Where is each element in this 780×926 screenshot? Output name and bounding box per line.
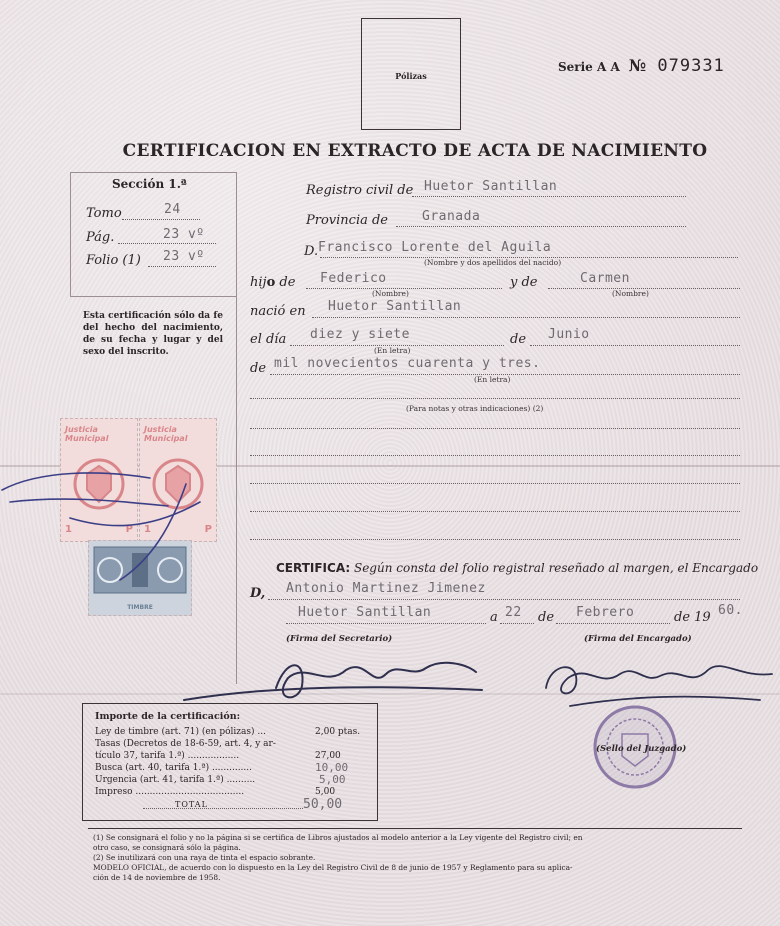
hijo-suffix: o bbox=[266, 275, 276, 290]
tomo-label: Tomo bbox=[86, 206, 122, 221]
sello-caption: (Sello del Juzgado) bbox=[596, 744, 687, 754]
fee-total-value: 50,00 bbox=[303, 797, 343, 812]
fee-row-2: tículo 37, tarifa 1.ª) .................. bbox=[95, 751, 240, 761]
tomo-line bbox=[122, 219, 200, 220]
fee-row-0: Ley de timbre (art. 71) (en pólizas) ... bbox=[95, 727, 266, 737]
serie-number-value: 079331 bbox=[657, 56, 725, 76]
fee-value-2: 27,00 bbox=[315, 751, 341, 761]
de-label: de bbox=[279, 275, 296, 290]
encargado-signature bbox=[540, 648, 776, 712]
stamp-right-value: 1 bbox=[144, 524, 151, 535]
pag-label: Pág. bbox=[86, 230, 115, 245]
seccion-title: Sección 1.ª bbox=[112, 177, 187, 191]
footnote-2: (2) Se inutilizará con una raya de tinta el espacio sobrante. bbox=[93, 853, 316, 862]
certifica-label: CERTIFICA: bbox=[276, 561, 351, 575]
pag-value: 23 vº bbox=[163, 227, 205, 242]
padre-value: Federico bbox=[320, 271, 387, 286]
secretario-caption: (Firma del Secretario) bbox=[286, 634, 393, 644]
anio-value: mil novecientos cuarenta y tres. bbox=[274, 356, 541, 371]
tomo-value: 24 bbox=[164, 202, 181, 217]
fee-row-3: Busca (art. 40, tarifa 1.ª) .............. bbox=[95, 763, 252, 773]
lugar-value: Huetor Santillan bbox=[298, 605, 432, 620]
polizas-label: Pólizas bbox=[395, 71, 427, 81]
nombre-caption: (Nombre y dos apellidos del nacido) bbox=[424, 258, 562, 267]
nacio-value: Huetor Santillan bbox=[328, 299, 462, 314]
stamp-left-value: 1 bbox=[65, 524, 72, 535]
fee-row-5: Impreso ...................................... bbox=[95, 787, 245, 797]
madre-caption: (Nombre) bbox=[612, 289, 649, 298]
nombre-value: Francisco Lorente del Aguila bbox=[318, 240, 552, 255]
stamp-blue-text: TIMBRE bbox=[127, 604, 153, 611]
page-title: CERTIFICACION EN EXTRACTO DE ACTA DE NACIMIENTO bbox=[122, 141, 708, 161]
dia-value: diez y siete bbox=[310, 327, 410, 342]
footnote-modelo: MODELO OFICIAL, de acuerdo con lo dispuesto en la Ley del Registro Civil de 8 de junio de 1957 y Reglamento para su aplica- bbox=[93, 863, 573, 872]
footnote-rule bbox=[88, 828, 742, 829]
stamp-left-unit: P bbox=[125, 524, 133, 535]
numero-label: № bbox=[628, 56, 647, 75]
nacio-label: nació en bbox=[250, 304, 306, 319]
anio-caption: (En letra) bbox=[474, 375, 511, 384]
dia-label: el día bbox=[250, 332, 287, 347]
fee-value-0: 2,00 ptas. bbox=[315, 727, 361, 737]
de19-label: de 19 bbox=[674, 610, 711, 625]
provincia-label: Provincia de bbox=[306, 213, 388, 228]
encargado-caption: (Firma del Encargado) bbox=[584, 634, 692, 644]
hijo-label bbox=[250, 275, 295, 290]
section-border bbox=[70, 172, 71, 296]
ink-scribble bbox=[0, 440, 240, 600]
stamp-left-title: Justicia Municipal bbox=[65, 425, 109, 443]
cert-dia-value: 22 bbox=[505, 605, 522, 620]
fee-value-4: 5,00 bbox=[319, 773, 346, 786]
section-separator bbox=[70, 296, 236, 297]
mes-de-label: de bbox=[510, 332, 527, 347]
d-label: D. bbox=[304, 244, 319, 259]
fee-row-4: Urgencia (art. 41, tarifa 1.ª) .......... bbox=[95, 775, 256, 785]
a-label: a bbox=[490, 610, 498, 625]
section-border-top bbox=[70, 172, 236, 173]
mes-value: Junio bbox=[548, 327, 590, 342]
column-separator bbox=[236, 172, 237, 684]
hijo-text: hij bbox=[250, 275, 267, 290]
fee-value-3: 10,00 bbox=[315, 761, 349, 774]
registro-label: Registro civil de bbox=[306, 183, 414, 198]
fee-title: Importe de la certificación: bbox=[95, 711, 241, 722]
folio-value: 23 vº bbox=[163, 249, 205, 264]
notas-caption: (Para notas y otras indicaciones) (2) bbox=[406, 404, 544, 413]
y-de-label: y de bbox=[510, 275, 538, 290]
side-note: Esta certificación sólo da fe del hecho del nacimiento, de su fecha y lugar y del sexo del inscrito. bbox=[83, 311, 223, 357]
footnote-modelo-b: ción de 14 de noviembre de 1958. bbox=[93, 873, 221, 882]
fee-row-1: Tasas (Decretos de 18-6-59, art. 4, y ar- bbox=[95, 739, 276, 749]
dia-caption: (En letra) bbox=[374, 346, 411, 355]
secretario-signature bbox=[176, 648, 486, 710]
certifica-text: Según consta del folio registral reseñado al margen, el Encargado bbox=[353, 561, 759, 575]
cert-anio-value: 60. bbox=[718, 603, 743, 618]
pag-line bbox=[118, 243, 216, 244]
certifica-paragraph bbox=[276, 561, 758, 575]
cert-de-label: de bbox=[538, 610, 555, 625]
stamp-right-unit: P bbox=[204, 524, 212, 535]
stamp-right-title: Justicia Municipal bbox=[144, 425, 188, 443]
cert-mes-value: Febrero bbox=[576, 605, 635, 620]
serie-number bbox=[558, 56, 725, 76]
padre-caption: (Nombre) bbox=[372, 289, 409, 298]
notes-line bbox=[250, 398, 740, 399]
folio-line bbox=[148, 266, 216, 267]
folio-label: Folio (1) bbox=[86, 253, 141, 268]
madre-value: Carmen bbox=[580, 271, 630, 286]
serie-label: Serie A A bbox=[558, 60, 620, 74]
registro-value: Huetor Santillan bbox=[424, 179, 558, 194]
fee-value-5: 5,00 bbox=[315, 787, 336, 797]
fee-box bbox=[82, 703, 378, 821]
encargado-value: Antonio Martinez Jimenez bbox=[286, 581, 486, 596]
provincia-value: Granada bbox=[422, 209, 481, 224]
footnote-1b: otro caso, se consignará sólo la página. bbox=[93, 843, 241, 852]
polizas-box bbox=[361, 18, 461, 130]
fee-total-label: TOTAL bbox=[175, 800, 208, 809]
certifica-d-label: D, bbox=[250, 586, 266, 601]
footnote-1: (1) Se consignará el folio y no la página si se certifica de Libros ajustados al modelo anterior a la Ley vigente del Registro civil; en bbox=[93, 833, 583, 842]
anio-de-label: de bbox=[250, 361, 267, 376]
